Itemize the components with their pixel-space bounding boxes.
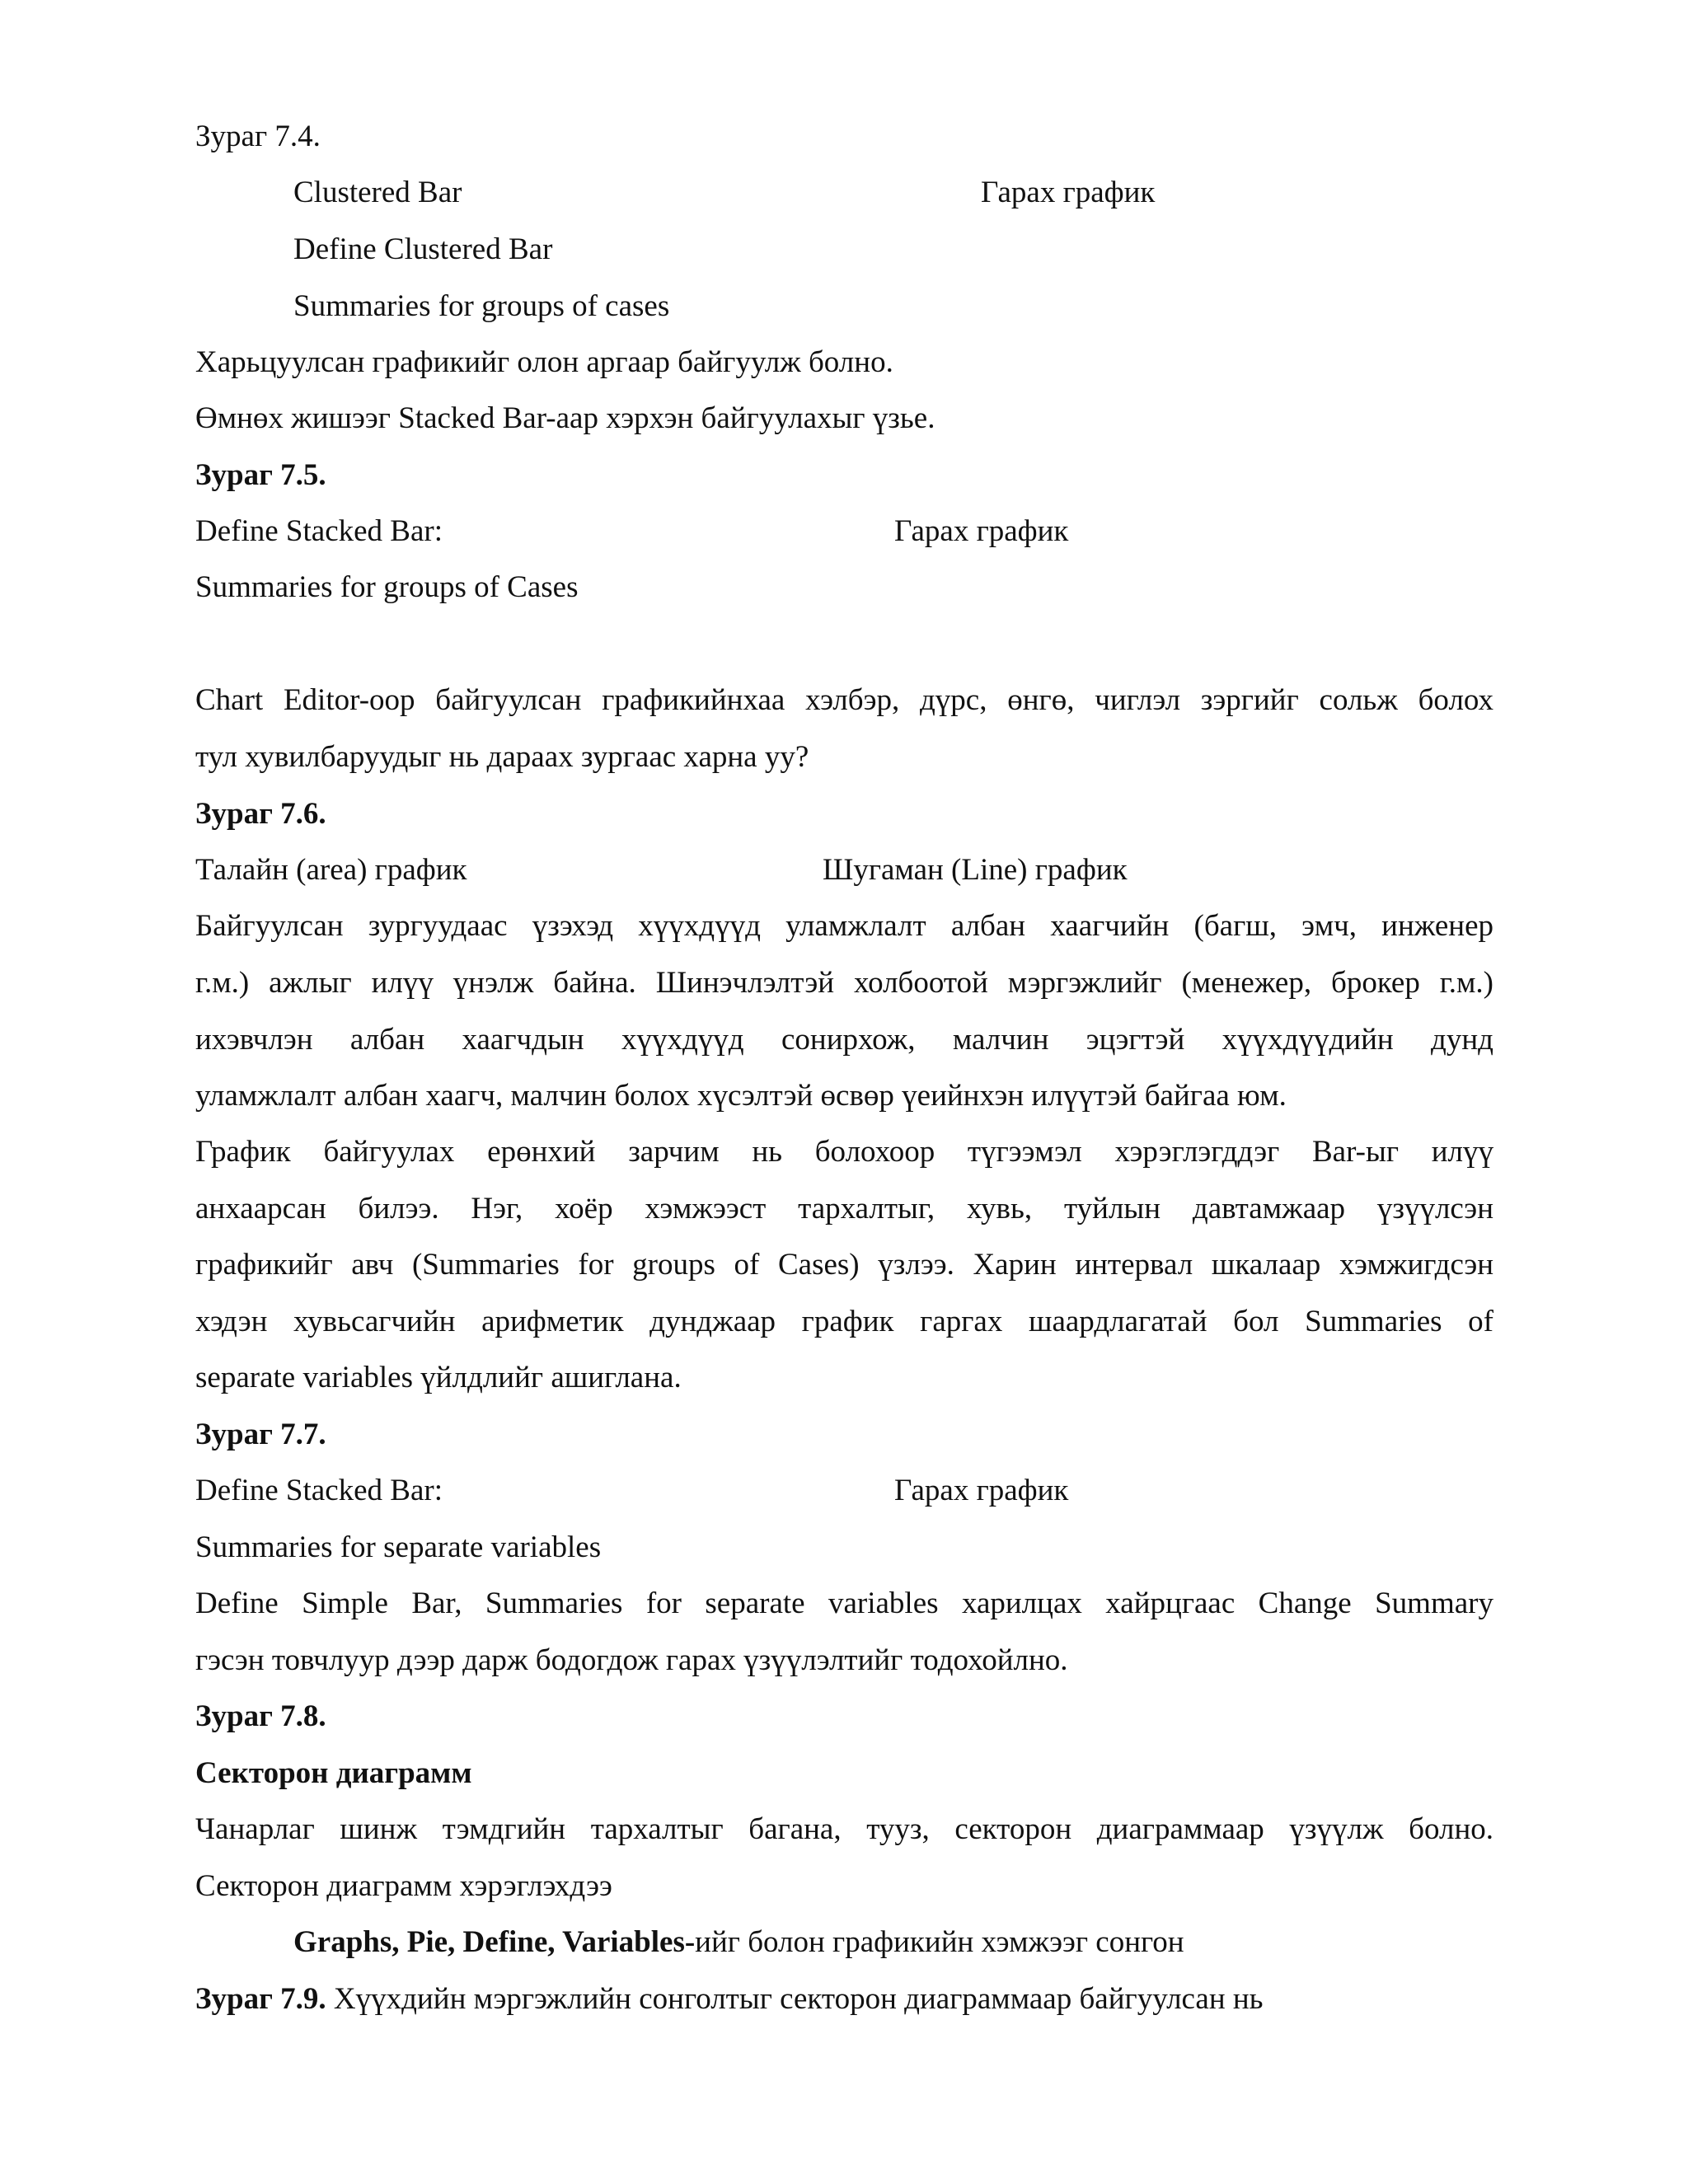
output-chart-label: Гарах график (981, 176, 1156, 209)
paragraph-line: Define Simple Bar, Summaries for separate variables харилцах хайрцгаас Change Summary (195, 1586, 1493, 1620)
area-chart-label: Талайн (area) график (195, 853, 467, 887)
figure-7-4-caption: Зураг 7.4. (195, 120, 321, 153)
paragraph-line: г.м.) ажлыг илүү үнэлж байна. Шинэчлэлтэй холбоотой мэргэжлийг (менежер, брокер г.м.) (195, 966, 1493, 1000)
menu-path-bold: Graphs, Pie, Define, Variables- (293, 1925, 696, 1959)
paragraph-line: Өмнөх жишээг Stacked Bar-аар хэрхэн байгуулахыг үзье. (195, 401, 935, 435)
define-clustered-bar-label: Define Clustered Bar (293, 232, 553, 266)
paragraph-line: анхаарсан билээ. Нэг, хоёр хэмжээст тархалтыг, хувь, туйлын давтамжаар үзүүлсэн (195, 1192, 1493, 1226)
paragraph-line: хэдэн хувьсагчийн арифметик дунджаар график гаргах шаардлагатай бол Summaries of (195, 1305, 1493, 1338)
paragraph-line: Секторон диаграмм хэрэглэхдээ (195, 1869, 612, 1903)
paragraph-line: Чанарлаг шинж тэмдгийн тархалтыг багана, тууз, секторон диаграммаар үзүүлж болно. (195, 1812, 1493, 1846)
paragraph-line: гэсэн товчлуур дээр дарж бодогдож гарах үзүүлэлтийг тодохойлно. (195, 1643, 1068, 1677)
paragraph-line: тул хувилбаруудыг нь дараах зургаас харна уу? (195, 740, 809, 774)
define-stacked-bar-label: Define Stacked Bar: (195, 514, 443, 548)
figure-7-6-caption: Зураг 7.6. (195, 797, 326, 831)
figure-7-5-caption: Зураг 7.5. (195, 458, 326, 492)
paragraph-line: уламжлалт албан хаагч, малчин болох хүсэлтэй өсвөр үеийнхэн илүүтэй байгаа юм. (195, 1079, 1287, 1113)
paragraph-line: separate variables үйлдлийг ашиглана. (195, 1361, 682, 1394)
summaries-groups-label: Summaries for groups of cases (293, 289, 670, 323)
line-chart-label: Шугаман (Line) график (823, 853, 1128, 887)
figure-7-9-caption: Зураг 7.9. (195, 1982, 326, 2016)
clustered-bar-label: Clustered Bar (293, 176, 462, 209)
figure-7-8-caption: Зураг 7.8. (195, 1699, 326, 1733)
paragraph-line: Харьцуулсан графикийг олон аргаар байгуулж болно. (195, 345, 893, 379)
paragraph-line: График байгуулах ерөнхий зарчим нь болохоор түгээмэл хэрэглэгддэг Bar-ыг илүү (195, 1135, 1493, 1169)
summaries-separate-label: Summaries for separate variables (195, 1530, 602, 1564)
paragraph-line: Байгуулсан зургуудаас үзэхэд хүүхдүүд уламжлалт албан хаагчийн (багш, эмч, инженер (195, 909, 1493, 943)
paragraph-line: Chart Editor-оор байгуулсан графикийнхаа хэлбэр, дүрс, өнгө, чиглэл зэргийг сольж болох (195, 683, 1493, 717)
output-chart-label: Гарах график (894, 514, 1069, 548)
figure-7-9-line (195, 1980, 1264, 2019)
menu-path-rest: ийг болон графикийн хэмжээг сонгон (695, 1925, 1184, 1959)
paragraph-line: графикийг авч (Summaries for groups of Cases) үзлээ. Харин интервал шкалаар хэмжигдсэн (195, 1248, 1493, 1282)
output-chart-label: Гарах график (894, 1474, 1069, 1507)
paragraph-line: ихэвчлэн албан хаагчдын хүүхдүүд сонирхож, малчин эцэгтэй хүүхдүүдийн дунд (195, 1023, 1493, 1057)
figure-7-7-caption: Зураг 7.7. (195, 1418, 326, 1451)
section-heading: Секторон диаграмм (195, 1756, 472, 1790)
define-stacked-bar-label: Define Stacked Bar: (195, 1474, 443, 1507)
menu-path-line (293, 1923, 1184, 1962)
figure-7-9-text: Хүүхдийн мэргэжлийн сонголтыг секторон диаграммаар байгуулсан нь (326, 1982, 1264, 2016)
summaries-groups-label: Summaries for groups of Cases (195, 570, 579, 604)
